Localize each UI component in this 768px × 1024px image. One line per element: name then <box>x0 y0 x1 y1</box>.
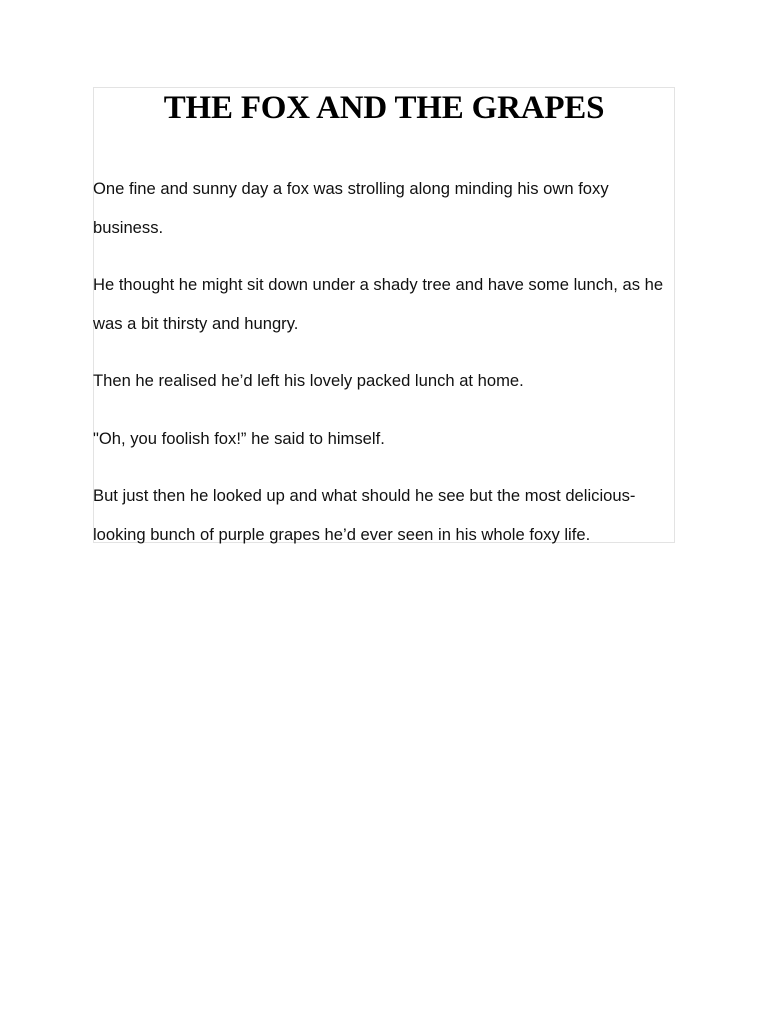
paragraph-1: One fine and sunny day a fox was strolling along minding his own foxy business. <box>93 179 609 237</box>
document-title: THE FOX AND THE GRAPES <box>163 90 605 126</box>
paragraph-4: "Oh, you foolish fox!” he said to himself. <box>93 428 385 448</box>
paragraph-5: But just then he looked up and what should he see but the most delicious-looking bunch of purple grapes he’d ever seen in his whole foxy life. <box>93 486 636 544</box>
story-body <box>93 170 675 554</box>
paragraph-3: Then he realised he’d left his lovely packed lunch at home. <box>93 371 524 390</box>
paragraph-2: He thought he might sit down under a shady tree and have some lunch, as he was a bit thirsty and hungry. <box>93 275 664 333</box>
